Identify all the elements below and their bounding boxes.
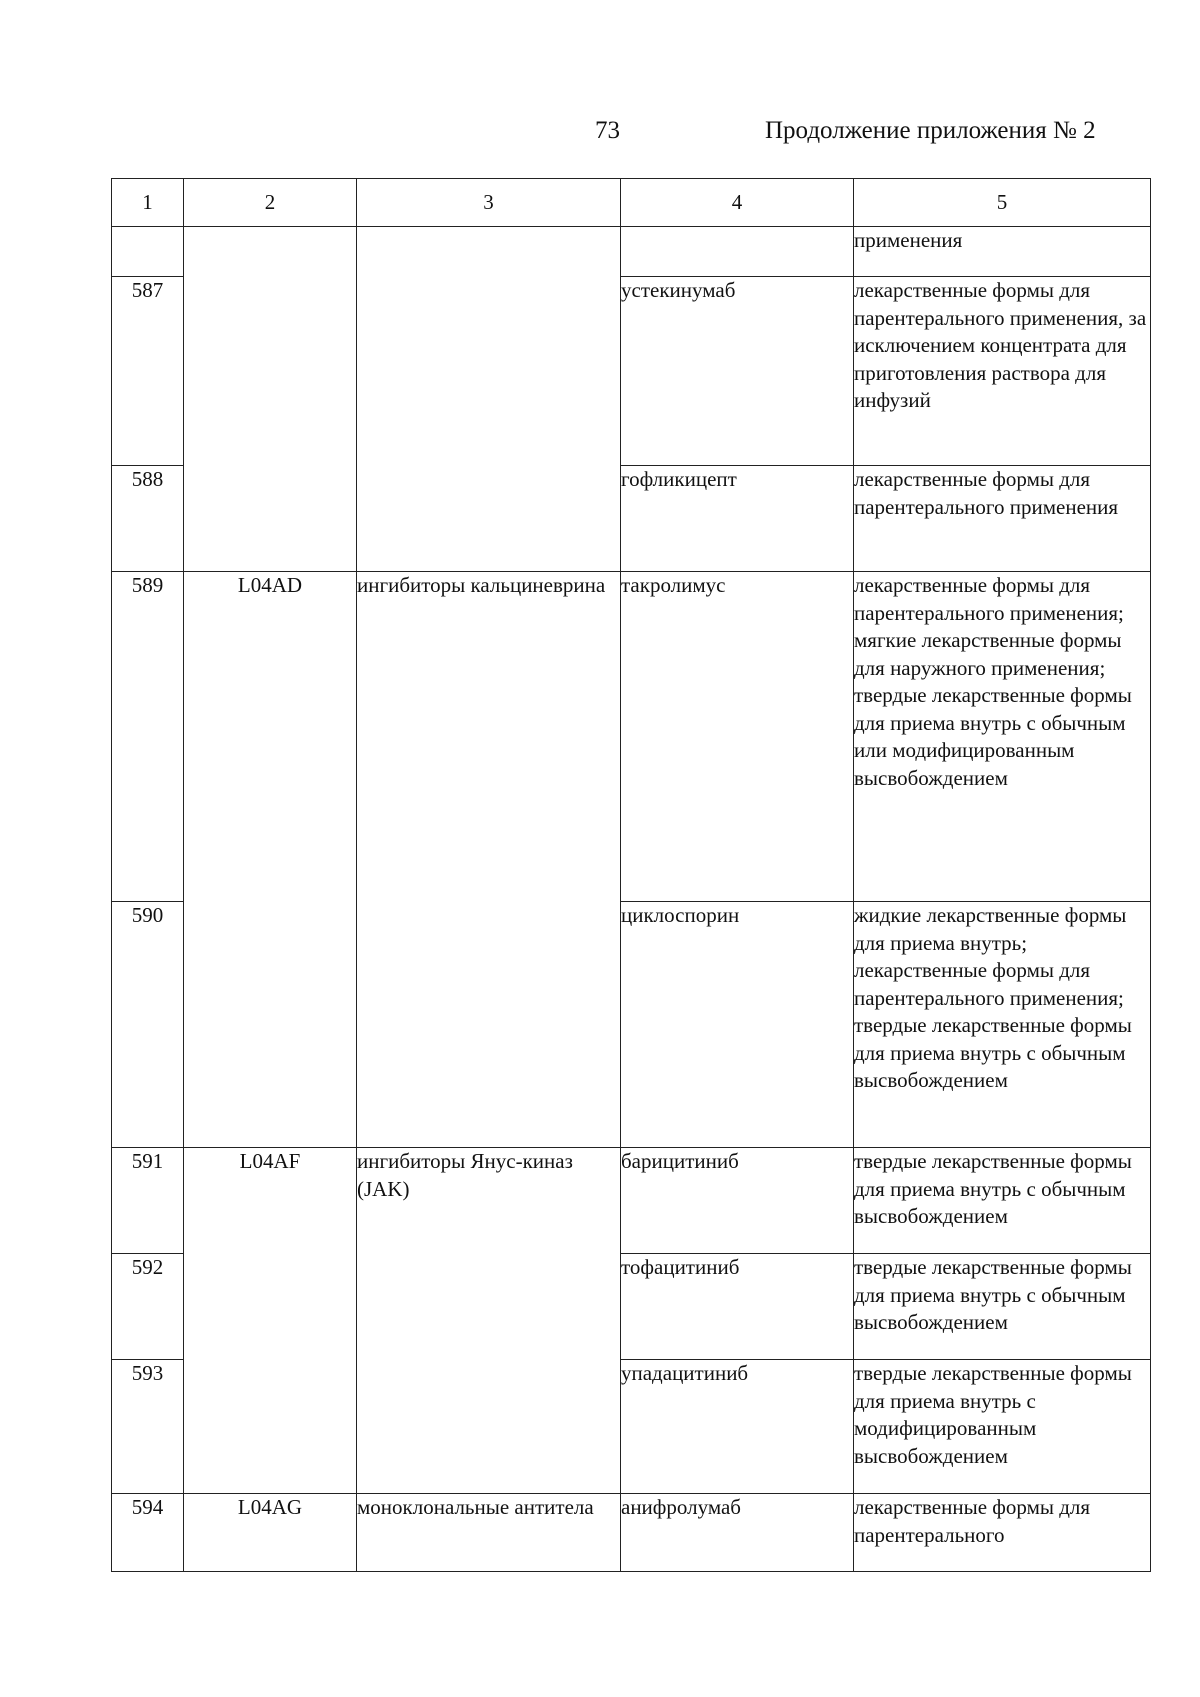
table-row xyxy=(112,572,1151,902)
table-row xyxy=(112,1148,1151,1254)
row-number xyxy=(112,227,184,277)
row-number: 591 xyxy=(112,1148,184,1254)
group-name: ингибиторы кальциневрина xyxy=(357,572,621,1148)
dosage-forms xyxy=(854,1360,1151,1494)
drug-name xyxy=(621,227,854,277)
dosage-forms xyxy=(854,277,1151,466)
dosage-form-text: жидкие лекарственные формы для приема внутрь; xyxy=(854,903,1127,955)
dosage-forms xyxy=(854,902,1151,1148)
row-number: 589 xyxy=(112,572,184,902)
dosage-form-text: твердые лекарственные формы для приема внутрь с обычным высвобождением xyxy=(854,1149,1132,1228)
atc-code: L04AD xyxy=(184,572,357,1148)
dosage-form-text: твердые лекарственные формы для приема внутрь с обычным высвобождением xyxy=(854,1013,1132,1092)
drug-name: тофацитиниб xyxy=(621,1254,854,1360)
drug-name: устекинумаб xyxy=(621,277,854,466)
column-header: 2 xyxy=(184,179,357,227)
drug-name: анифролумаб xyxy=(621,1494,854,1572)
row-number: 593 xyxy=(112,1360,184,1494)
column-header: 3 xyxy=(357,179,621,227)
dosage-form-text: твердые лекарственные формы для приема внутрь с модифицированным высвобождением xyxy=(854,1361,1132,1468)
atc-code xyxy=(184,227,357,572)
group-name: ингибиторы Янус-киназ (JAK) xyxy=(357,1148,621,1494)
atc-code: L04AF xyxy=(184,1148,357,1494)
dosage-forms xyxy=(854,1254,1151,1360)
row-number: 588 xyxy=(112,466,184,572)
row-number: 587 xyxy=(112,277,184,466)
column-header: 5 xyxy=(854,179,1151,227)
dosage-form-text: лекарственные формы для парентерального применения, за исключением концентрата для приготовления раствора для инфузий xyxy=(854,278,1147,412)
dosage-forms xyxy=(854,227,1151,277)
page-number: 73 xyxy=(595,117,620,144)
drug-name: барицитиниб xyxy=(621,1148,854,1254)
drug-name: упадацитиниб xyxy=(621,1360,854,1494)
page-header: Продолжение приложения № 2 xyxy=(765,117,1096,144)
column-header: 4 xyxy=(621,179,854,227)
row-number: 590 xyxy=(112,902,184,1148)
group-name: моноклональные антитела xyxy=(357,1494,621,1572)
dosage-forms xyxy=(854,572,1151,902)
atc-code: L04AG xyxy=(184,1494,357,1572)
table-header-row xyxy=(112,179,1151,227)
row-number: 592 xyxy=(112,1254,184,1360)
dosage-forms xyxy=(854,1494,1151,1572)
table-row xyxy=(112,227,1151,277)
drug-name: циклоспорин xyxy=(621,902,854,1148)
dosage-form-text: твердые лекарственные формы для приема внутрь с обычным или модифицированным высвобождением xyxy=(854,683,1132,790)
column-header: 1 xyxy=(112,179,184,227)
dosage-form-text: применения xyxy=(854,228,963,252)
row-number: 594 xyxy=(112,1494,184,1572)
dosage-form-text: лекарственные формы для парентерального применения; xyxy=(854,573,1124,625)
group-name xyxy=(357,227,621,572)
table-row xyxy=(112,1494,1151,1572)
dosage-form-text: лекарственные формы для парентерального применения; xyxy=(854,958,1124,1010)
dosage-forms xyxy=(854,466,1151,572)
dosage-forms xyxy=(854,1148,1151,1254)
dosage-form-text: твердые лекарственные формы для приема внутрь с обычным высвобождением xyxy=(854,1255,1132,1334)
dosage-form-text: лекарственные формы для парентерального xyxy=(854,1495,1091,1547)
dosage-form-text: мягкие лекарственные формы для наружного применения; xyxy=(854,628,1122,680)
dosage-form-text: лекарственные формы для парентерального применения xyxy=(854,467,1119,519)
drug-name: гофликицепт xyxy=(621,466,854,572)
drug-table xyxy=(111,178,1151,1572)
drug-name: такролимус xyxy=(621,572,854,902)
